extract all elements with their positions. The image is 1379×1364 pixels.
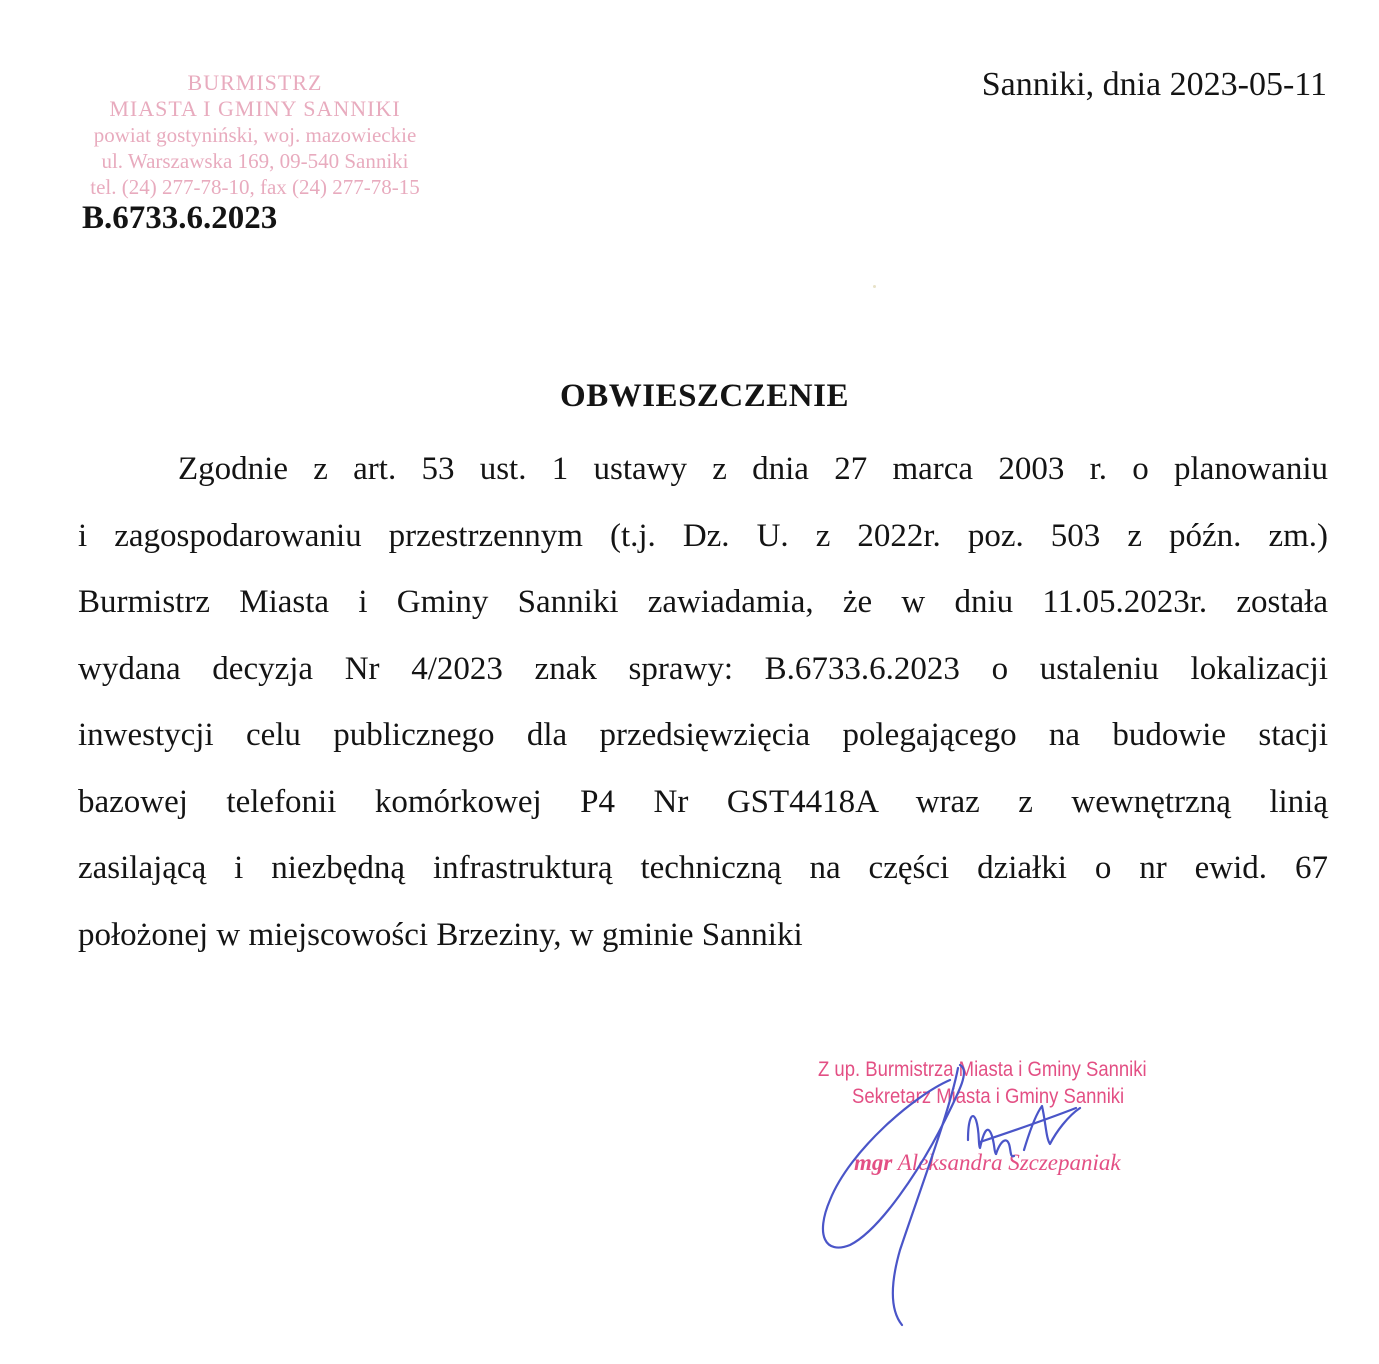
body-line: Zgodnie z art. 53 ust. 1 ustawy z dnia 27 marca 2003 r. o planowaniu <box>178 451 1328 487</box>
scan-speck <box>873 285 876 288</box>
office-stamp <box>40 70 470 200</box>
body-line: i zagospodarowaniu przestrzennym (t.j. Dz. U. z 2022r. poz. 503 z późn. zm.) <box>78 517 1328 554</box>
stamp-line-2: MIASTA I GMINY SANNIKI <box>109 96 401 121</box>
signatory-title: mgr <box>854 1150 893 1175</box>
document-title: OBWIESZCZENIE <box>560 378 849 414</box>
signature-stamp-line-1: Z up. Burmistrza Miasta i Gminy Sanniki <box>818 1058 1147 1081</box>
body-line: inwestycji celu publicznego dla przedsięwzięcia polegającego na budowie stacji <box>78 717 1328 753</box>
signature-stamp-line-2: Sekretarz Miasta i Gminy Sanniki <box>852 1085 1125 1108</box>
signatory-fullname: Aleksandra Szczepaniak <box>897 1150 1121 1175</box>
stamp-line-3: powiat gostyniński, woj. mazowieckie <box>93 123 417 147</box>
body-line: wydana decyzja Nr 4/2023 znak sprawy: B.6733.6.2023 o ustaleniu lokalizacji <box>78 650 1328 687</box>
stamp-line-1: BURMISTRZ <box>187 70 323 95</box>
body-line: Burmistrz Miasta i Gminy Sanniki zawiadamia, że w dniu 11.05.2023r. została <box>78 584 1328 620</box>
handwritten-signature <box>810 1050 1110 1340</box>
stamp-line-5: tel. (24) 277-78-10, fax (24) 277-78-15 <box>90 175 420 199</box>
stamp-line-4: ul. Warszawska 169, 09-540 Sanniki <box>101 149 409 173</box>
place-date: Sanniki, dnia 2023-05-11 <box>981 66 1327 103</box>
body-line: bazowej telefonii komórkowej P4 Nr GST4418A wraz z wewnętrzną linią <box>78 783 1328 820</box>
document-body <box>78 436 1328 968</box>
body-line: zasilającą i niezbędną infrastrukturą techniczną na części działki o nr ewid. 67 <box>78 850 1328 886</box>
case-number: B.6733.6.2023 <box>82 200 278 236</box>
body-line: położonej w miejscowości Brzeziny, w gminie Sanniki <box>78 916 803 953</box>
